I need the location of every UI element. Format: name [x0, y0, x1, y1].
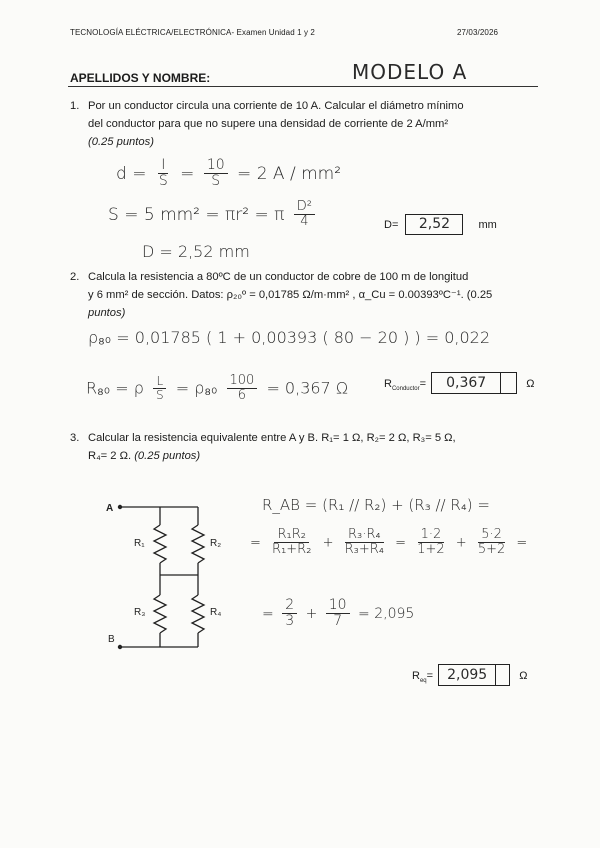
node-a-label: A: [106, 503, 114, 514]
node-b-dot: [118, 645, 122, 649]
label-r2: R₂: [210, 538, 222, 549]
q1-points: (0.25 puntos): [88, 136, 154, 148]
q1-answer-unit: mm: [478, 219, 497, 231]
q1-answer: [384, 214, 497, 235]
q1-handwriting-line2: S = 5 mm² = πr² = π $\frac{\text{D²}}{4}$: [108, 200, 319, 230]
resistor-r2: [192, 525, 204, 563]
name-label: APELLIDOS Y NOMBRE:: [70, 71, 211, 85]
q3-handwriting-line3: = $\frac{2}{3}$ + $\frac{10}{7}$ = 2,095: [262, 597, 415, 630]
q1-handwriting-line1: d = $\frac{I}{S}$ = $\frac{10}{S}$ = 2 A / mm²: [116, 157, 342, 190]
q2-text-line1: Calcula la resistencia a 80ºC de un conductor de cobre de 100 m de longitud: [88, 271, 469, 283]
q1-text: [88, 97, 558, 151]
q2-text-line2: y 6 mm² de sección. Datos: ρ₂₀º = 0,01785 Ω/m·mm² , α_Cu = 0.00393ºC⁻¹. (0.25: [88, 289, 493, 301]
q2-answer-label: $R_{Conductor}=$: [384, 378, 427, 393]
q2-handwriting-line2: R₈₀ = ρ $\frac{L}{S}$ = ρ₈₀ $\frac{100}{6}$ = 0,367 Ω: [86, 373, 349, 404]
q3-text-line1: Calcular la resistencia equivalente entre A y B. R₁= 1 Ω, R₂= 2 Ω, R₃= 5 Ω,: [88, 432, 456, 444]
q1-text-line2: del conductor para que no supere una densidad de corriente de 2 A/mm²: [88, 118, 449, 130]
q3-handwriting-line1: R_AB = (R₁ // R₂) + (R₃ // R₄) =: [262, 496, 490, 514]
label-r1: R₁: [134, 538, 145, 549]
q1-answer-box: 2,52: [405, 214, 463, 235]
q2-answer-unit: Ω: [526, 378, 535, 390]
q2-answer-box: 0,367: [431, 372, 501, 394]
exam-date: 27/03/2026: [457, 28, 499, 37]
q2-answer: [384, 372, 535, 394]
q1-number: 1.: [70, 100, 80, 112]
q2-number: 2.: [70, 271, 80, 283]
q3-text: [88, 429, 558, 465]
q1-handwriting-line3: D = 2,52 mm: [142, 242, 250, 261]
node-a-dot: [118, 505, 122, 509]
q3-handwriting-line2: = $\frac{\text{R₁R₂}}{\text{R₁+R₂}}$ + $\frac{\text{R₃·R₄}}{\text{R₃+R₄}}$ = $\frac{1\cdot 2}{1+2}$ + $\frac{5\cdot 2}{5+2}$ =: [250, 527, 528, 558]
q3-number: 3.: [70, 432, 80, 444]
q2-points: puntos): [88, 307, 126, 319]
q2-text: [88, 268, 558, 322]
label-r4: R₄: [210, 607, 222, 618]
exam-subject: TECNOLOGÍA ELÉCTRICA/ELECTRÓNICA- Examen Unidad 1 y 2: [70, 28, 315, 37]
q3-answer-label: $R_{eq}=$: [412, 670, 434, 685]
resistor-r4: [192, 595, 204, 633]
resistor-r1: [154, 525, 166, 563]
q3-answer: [412, 664, 528, 686]
model-handwritten: MODELO A: [352, 60, 468, 84]
q3-circuit-diagram: [100, 495, 240, 665]
q3-answer-box: 2,095: [438, 664, 496, 686]
q2-answer-box-tail: [500, 372, 517, 394]
q3-answer-box-tail: [495, 664, 510, 686]
q3-text-line2: R₄= 2 Ω. (0.25 puntos): [88, 450, 201, 462]
q3-answer-unit: Ω: [519, 670, 528, 682]
q1-text-line1: Por un conductor circula una corriente de 10 A. Calcular el diámetro mínimo: [88, 100, 464, 112]
label-r3: R₃: [134, 607, 146, 618]
name-underline: [68, 86, 538, 87]
q2-handwriting-line1: ρ₈₀ = 0,01785 ( 1 + 0,00393 ( 80 − 20 ) ) = 0,022: [88, 328, 491, 347]
q1-answer-label: D=: [384, 219, 399, 231]
q3-points: (0.25 puntos): [134, 450, 201, 462]
resistor-r3: [154, 595, 166, 633]
node-b-label: B: [108, 634, 115, 645]
